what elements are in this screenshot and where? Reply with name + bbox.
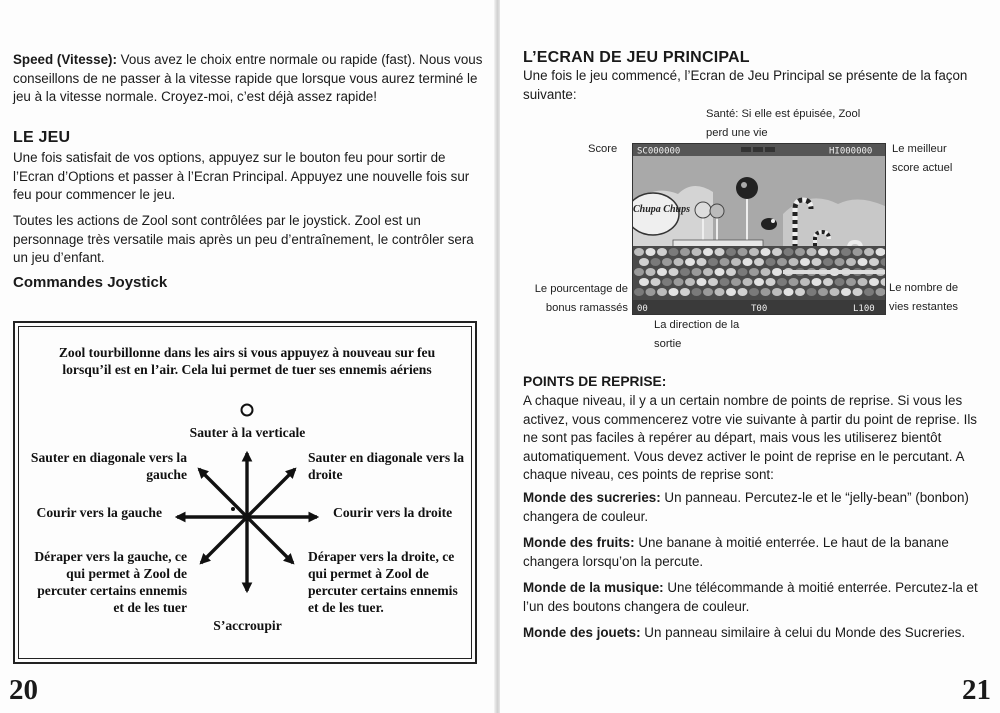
page-number-right: 21	[962, 674, 991, 706]
right-page	[500, 0, 1000, 713]
hud-exit-timer: T00	[751, 304, 768, 314]
ecran-heading: L’ECRAN DE JEU PRINCIPAL	[523, 49, 750, 66]
points-heading: POINTS DE REPRISE:	[523, 374, 667, 389]
world-toys-name: Monde des jouets:	[523, 625, 641, 640]
caption-health: Santé: Si elle est épuisée, Zool perd une vie	[706, 108, 861, 139]
skid-left-label: Déraper vers la gauche, ce qui permet à Zool de percuter certains ennemis et de les tuer	[34, 549, 187, 615]
le-jeu-paragraph: Une fois satisfait de vos options, appuyez sur le bouton feu pour sortir de l’Ecran d’Options et passer à l’Ecran Principal. Appuyez une nouvelle fois sur feu pour commencer le jeu.	[13, 150, 470, 203]
candy-logo-text: Chupa Chups	[633, 204, 690, 215]
world-fruits-name: Monde des fruits:	[523, 535, 635, 550]
arrow-up-right-icon	[247, 469, 295, 517]
crouch-label: S’accroupir	[213, 618, 282, 633]
speed-label: Speed (Vitesse):	[13, 52, 117, 67]
speed-paragraph	[13, 51, 483, 107]
speed-text: Vous avez le choix entre normale ou rapide (fast). Nous vous conseillons de ne passer à la vitesse rapide que lorsque vous aurez terminé le jeu à la vitesse normale. Croyez-moi, c’est déjà assez rapide!	[13, 52, 483, 105]
skid-right-label: Déraper vers la droite, ce qui permet à Zool de percuter certains ennemis et de les tuer.	[308, 549, 458, 615]
hud-bonus: 00	[637, 304, 648, 314]
arrow-up-left-icon	[199, 469, 247, 517]
le-jeu-heading: LE JEU	[13, 129, 71, 146]
commandes-joystick-heading: Commandes Joystick	[13, 274, 168, 291]
caption-lives: Le nombre de vies restantes	[889, 282, 959, 313]
caption-score: Score	[588, 143, 618, 155]
spin-description: Zool tourbillonne dans les airs si vous appuyez à nouveau sur feu lorsqu’il est en l’air. Cela lui permet de tuer ses ennemis aériens	[58, 345, 436, 377]
jump-left-label: Sauter en diagonale vers la gauche	[30, 450, 187, 482]
caption-bonus: Le pourcentage de bonus ramassés	[534, 283, 628, 314]
ecran-paragraph: Une fois le jeu commencé, l’Ecran de Jeu Principal se présente de la façon suivante:	[523, 68, 968, 102]
health-bar-icon	[741, 147, 751, 152]
hud-hiscore: HI000000	[829, 146, 873, 157]
left-page	[0, 0, 496, 713]
world-music-name: Monde de la musique:	[523, 580, 664, 595]
actions-paragraph: Toutes les actions de Zool sont contrôlées par le joystick. Zool est un personnage très versatile mais après un peu d’entraînement, le contrôler sera un jeu d’enfant.	[13, 213, 474, 266]
world-sweets	[523, 489, 978, 526]
fire-circle-icon	[242, 405, 253, 416]
lollipop-icon	[736, 177, 758, 199]
joystick-diagram	[13, 321, 477, 664]
points-paragraph: A chaque niveau, il y a un certain nombre de points de reprise. Si vous les activez, vous commencerez votre vie suivante à partir du point de reprise. Ils ne sont pas faciles à repérer au départ, mais vous les utiliserez bientôt automatiquement. Vous devez activer le point de reprise en le percutant. A chaque niveau, ces points de reprise sont:	[523, 393, 978, 483]
hud-score: SC000000	[637, 146, 681, 157]
arrow-down-left-icon	[201, 517, 247, 563]
world-music-text: Une télécommande à moitié enterrée. Percutez-la et l’un des boutons changera de couleur.	[523, 580, 978, 614]
world-fruits-text: Une banane à moitié enterrée. Le haut de la banane changera lorsqu’on la percute.	[523, 535, 949, 569]
world-toys	[523, 624, 978, 643]
jump-up-label: Sauter à la verticale	[189, 425, 306, 440]
world-sweets-text: Un panneau. Percutez-le et le “jelly-bean” (bonbon) changera de couleur.	[523, 490, 969, 524]
run-left-label: Courir vers la gauche	[36, 505, 162, 520]
arrow-down-right-icon	[247, 517, 293, 563]
world-music	[523, 579, 978, 616]
world-fruits	[523, 534, 978, 571]
jump-right-label: Sauter en diagonale vers la droite	[308, 450, 465, 482]
page-number-left: 20	[9, 674, 38, 706]
caption-best-score: Le meilleur score actuel	[892, 143, 953, 174]
hud-lives: L100	[853, 304, 875, 314]
world-sweets-name: Monde des sucreries:	[523, 490, 661, 505]
run-right-label: Courir vers la droite	[333, 505, 453, 520]
game-screenshot	[632, 143, 886, 315]
world-toys-text: Un panneau similaire à celui du Monde des Sucreries.	[640, 625, 966, 640]
caption-exit: La direction de la sortie	[654, 319, 740, 350]
